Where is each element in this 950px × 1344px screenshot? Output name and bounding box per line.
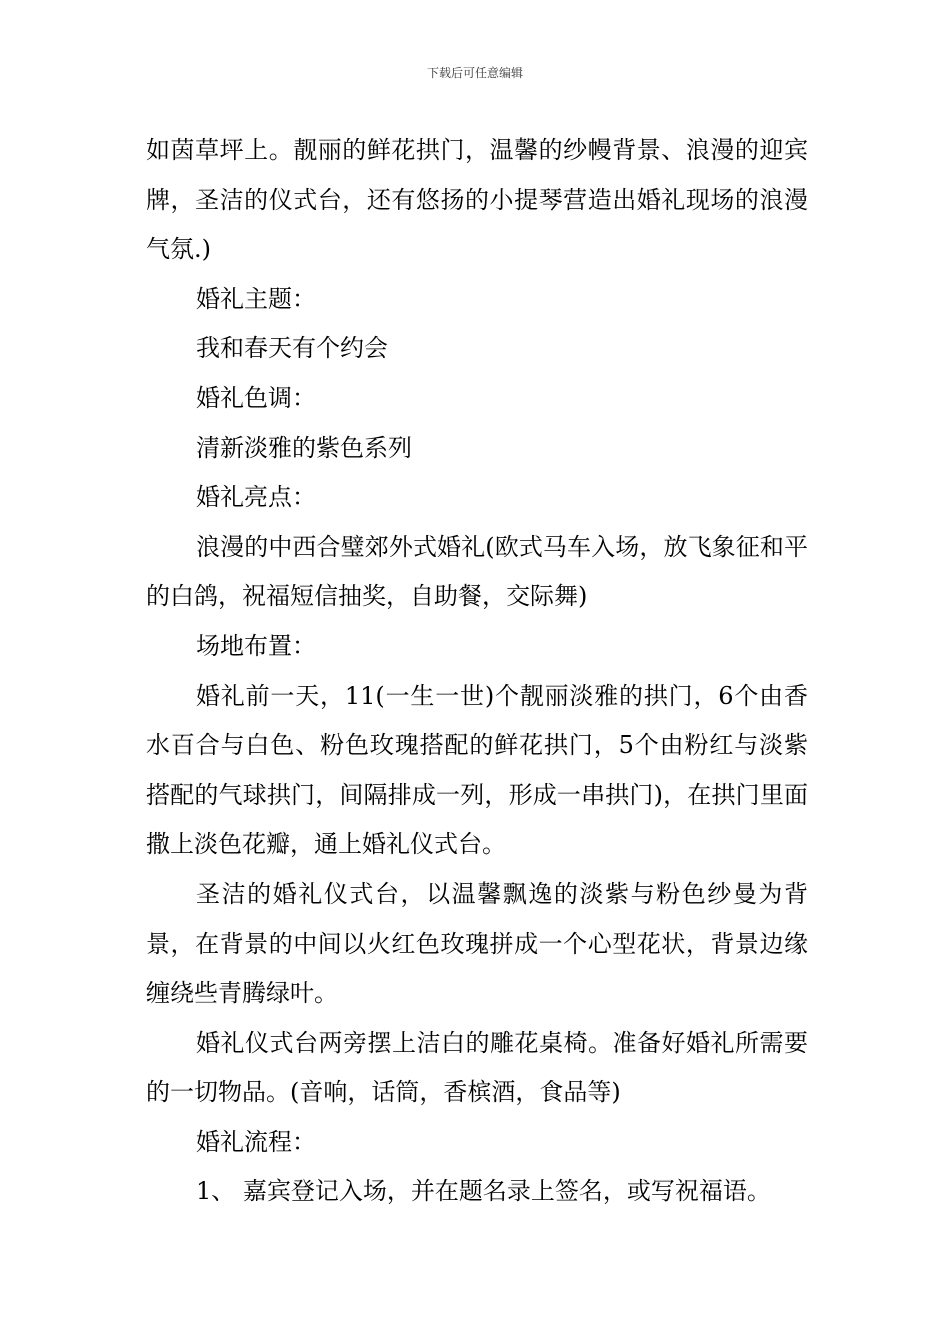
heading-wedding-color: 婚礼色调： bbox=[196, 383, 316, 412]
heading-wedding-highlights: 婚礼亮点： bbox=[196, 483, 316, 512]
heading-wedding-theme: 婚礼主题： bbox=[196, 284, 316, 313]
wedding-highlights-value: 浪漫的中西合璧郊外式婚礼(欧式马车入场，放飞象征和平的白鸽，祝福短信抽奖，自助餐，交际舞) bbox=[146, 532, 808, 611]
document-body bbox=[146, 126, 808, 1217]
paragraph-arches: 婚礼前一天，11(一生一世)个靓丽淡雅的拱门，6个由香水百合与白色、粉色玫瑰搭配的鲜花拱门，5个由粉红与淡紫搭配的气球拱门，间隔排成一列，形成一串拱门)，在拱门里面撒上淡色花瓣，通上婚礼仪式台。 bbox=[146, 681, 808, 859]
wedding-color-value: 清新淡雅的紫色系列 bbox=[196, 433, 412, 462]
procedure-step-1: 1、 嘉宾登记入场，并在题名录上签名，或写祝福语。 bbox=[196, 1177, 771, 1206]
paragraph-venue-description: 如茵草坪上。靓丽的鲜花拱门，温馨的纱幔背景、浪漫的迎宾牌，圣洁的仪式台，还有悠扬的小提琴营造出婚礼现场的浪漫气氛.) bbox=[146, 136, 808, 264]
heading-venue-setup: 场地布置： bbox=[196, 631, 316, 660]
paragraph-tables-chairs: 婚礼仪式台两旁摆上洁白的雕花桌椅。准备好婚礼所需要的一切物品。(音响，话筒，香槟酒，食品等) bbox=[146, 1028, 808, 1107]
heading-wedding-procedure: 婚礼流程： bbox=[196, 1127, 316, 1156]
page-header: 下载后可任意编辑 bbox=[426, 66, 523, 80]
wedding-theme-value: 我和春天有个约会 bbox=[196, 334, 388, 363]
paragraph-ceremony-stage: 圣洁的婚礼仪式台，以温馨飘逸的淡紫与粉色纱曼为背景，在背景的中间以火红色玫瑰拼成一个心型花状，背景边缘缠绕些青腾绿叶。 bbox=[146, 879, 808, 1008]
